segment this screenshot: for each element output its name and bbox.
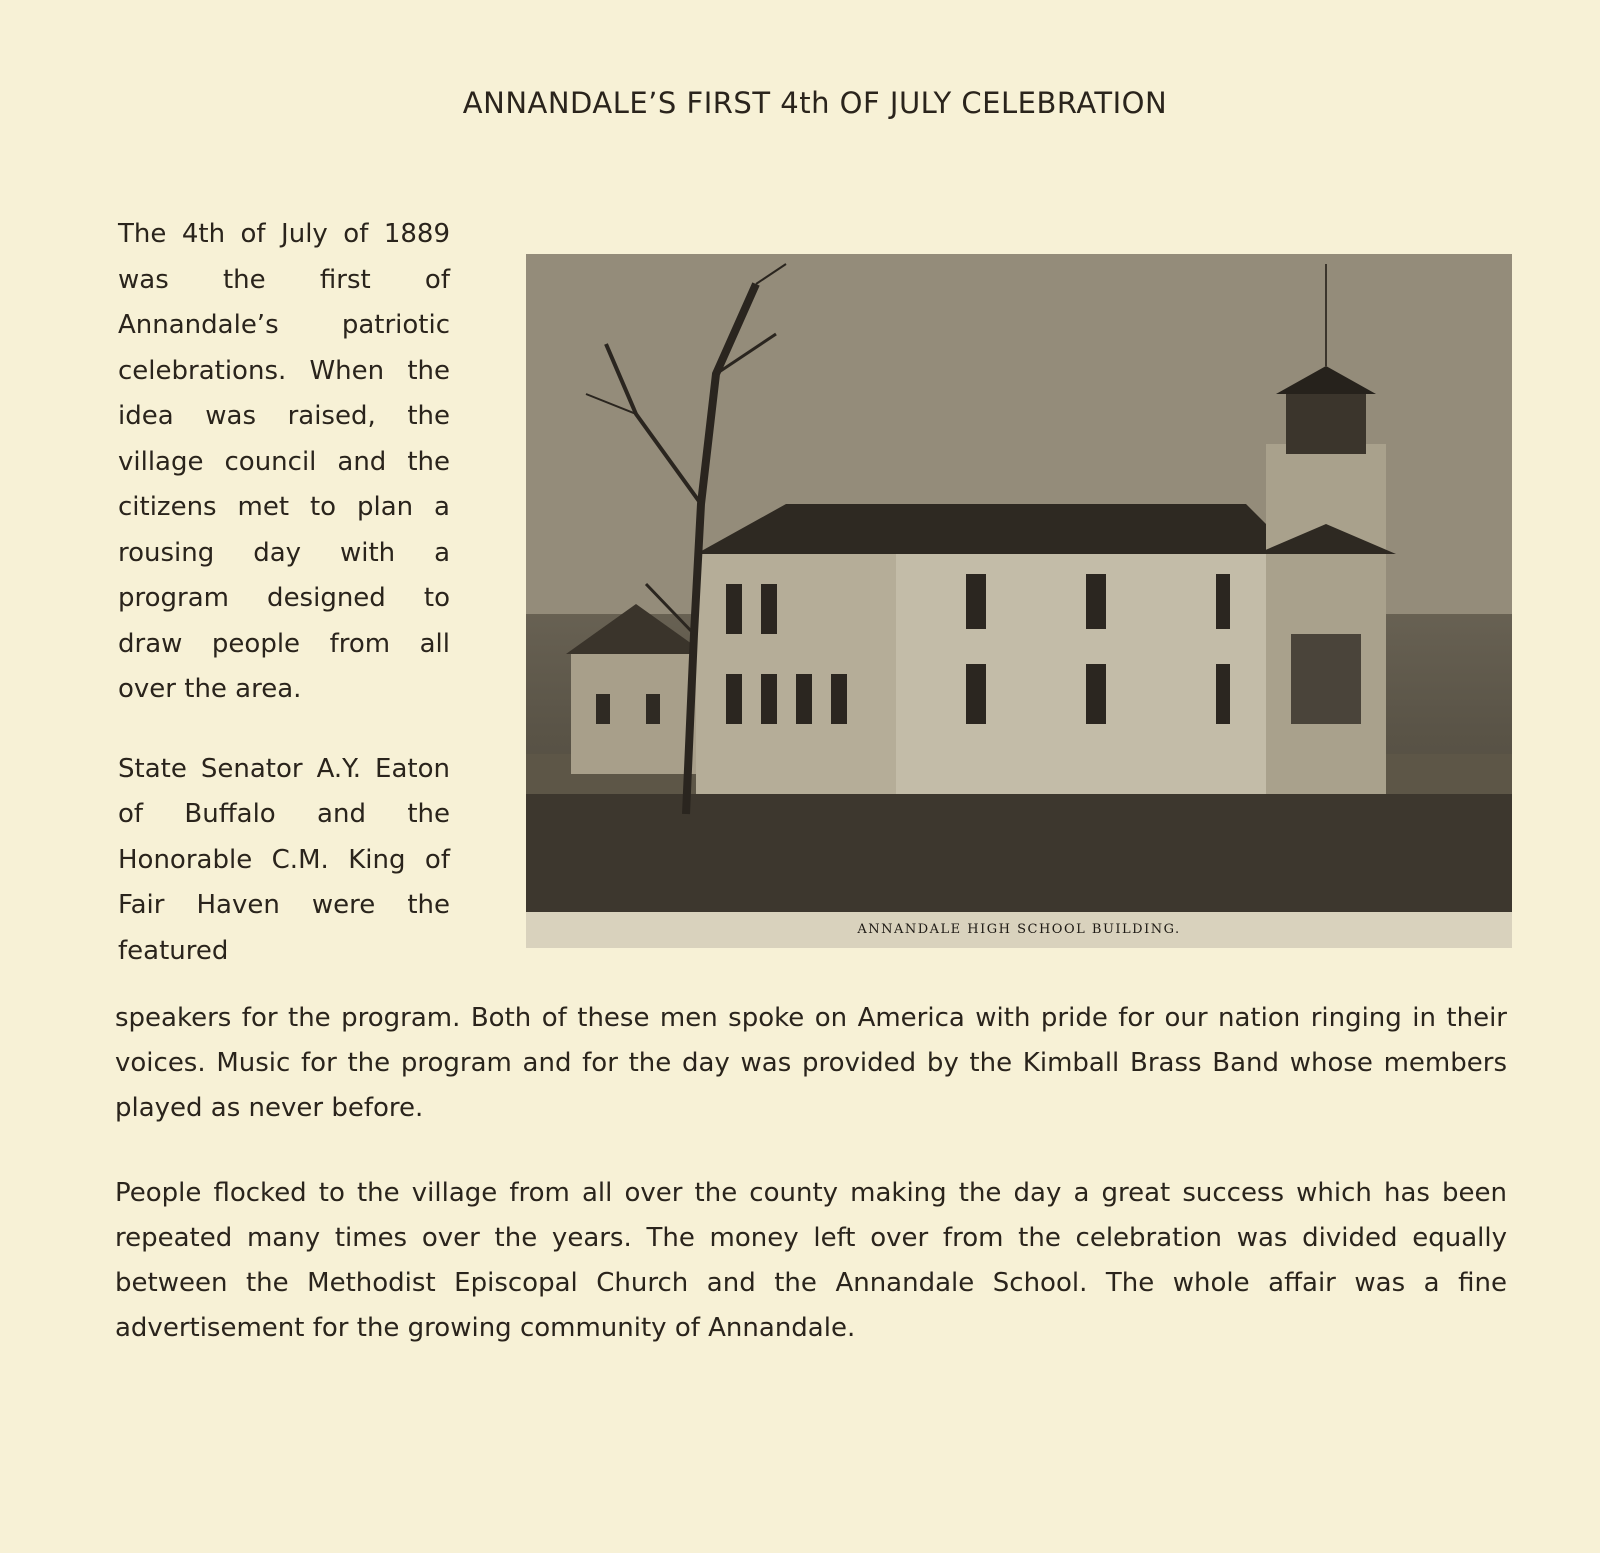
main-body-text — [115, 996, 1507, 1351]
intro-paragraph: The 4th of July of 1889 was the first of Annandale’s patriotic celebrations. When the idea was raised, the village council and the citizens met to plan a rousing day with a program designed to draw people from all over the area. — [118, 219, 450, 704]
main-roof — [696, 504, 1296, 554]
speakers-paragraph-continued: speakers for the program. Both of these men spoke on America with pride for our nation ringing in their voices. Music for the program and for the day was provided by the Kimball Brass Band whose members played as never before. — [115, 1003, 1507, 1123]
school-building-photo — [526, 254, 1512, 914]
bell-tower — [1266, 444, 1386, 794]
belfry — [1286, 394, 1366, 454]
ground — [526, 784, 1512, 914]
school-building-illustration — [526, 254, 1512, 914]
closing-paragraph: People flocked to the village from all over the county making the day a great success which has been repeated many times over the years. The money left over from the celebration was divided equally between the Methodist Episcopal Church and the Annandale School. The whole affair was a fine advertisement for the growing community of Annandale. — [115, 1178, 1507, 1343]
photo-caption: ANNANDALE HIGH SCHOOL BUILDING. — [526, 912, 1512, 948]
left-column-text — [118, 212, 450, 974]
speakers-paragraph-start: State Senator A.Y. Eaton of Buffalo and the Honorable C.M. King of Fair Haven were the featured — [118, 753, 450, 966]
side-house-wall — [571, 654, 701, 774]
page-title: ANNANDALE’S FIRST 4th OF JULY CELEBRATION — [462, 86, 1168, 120]
